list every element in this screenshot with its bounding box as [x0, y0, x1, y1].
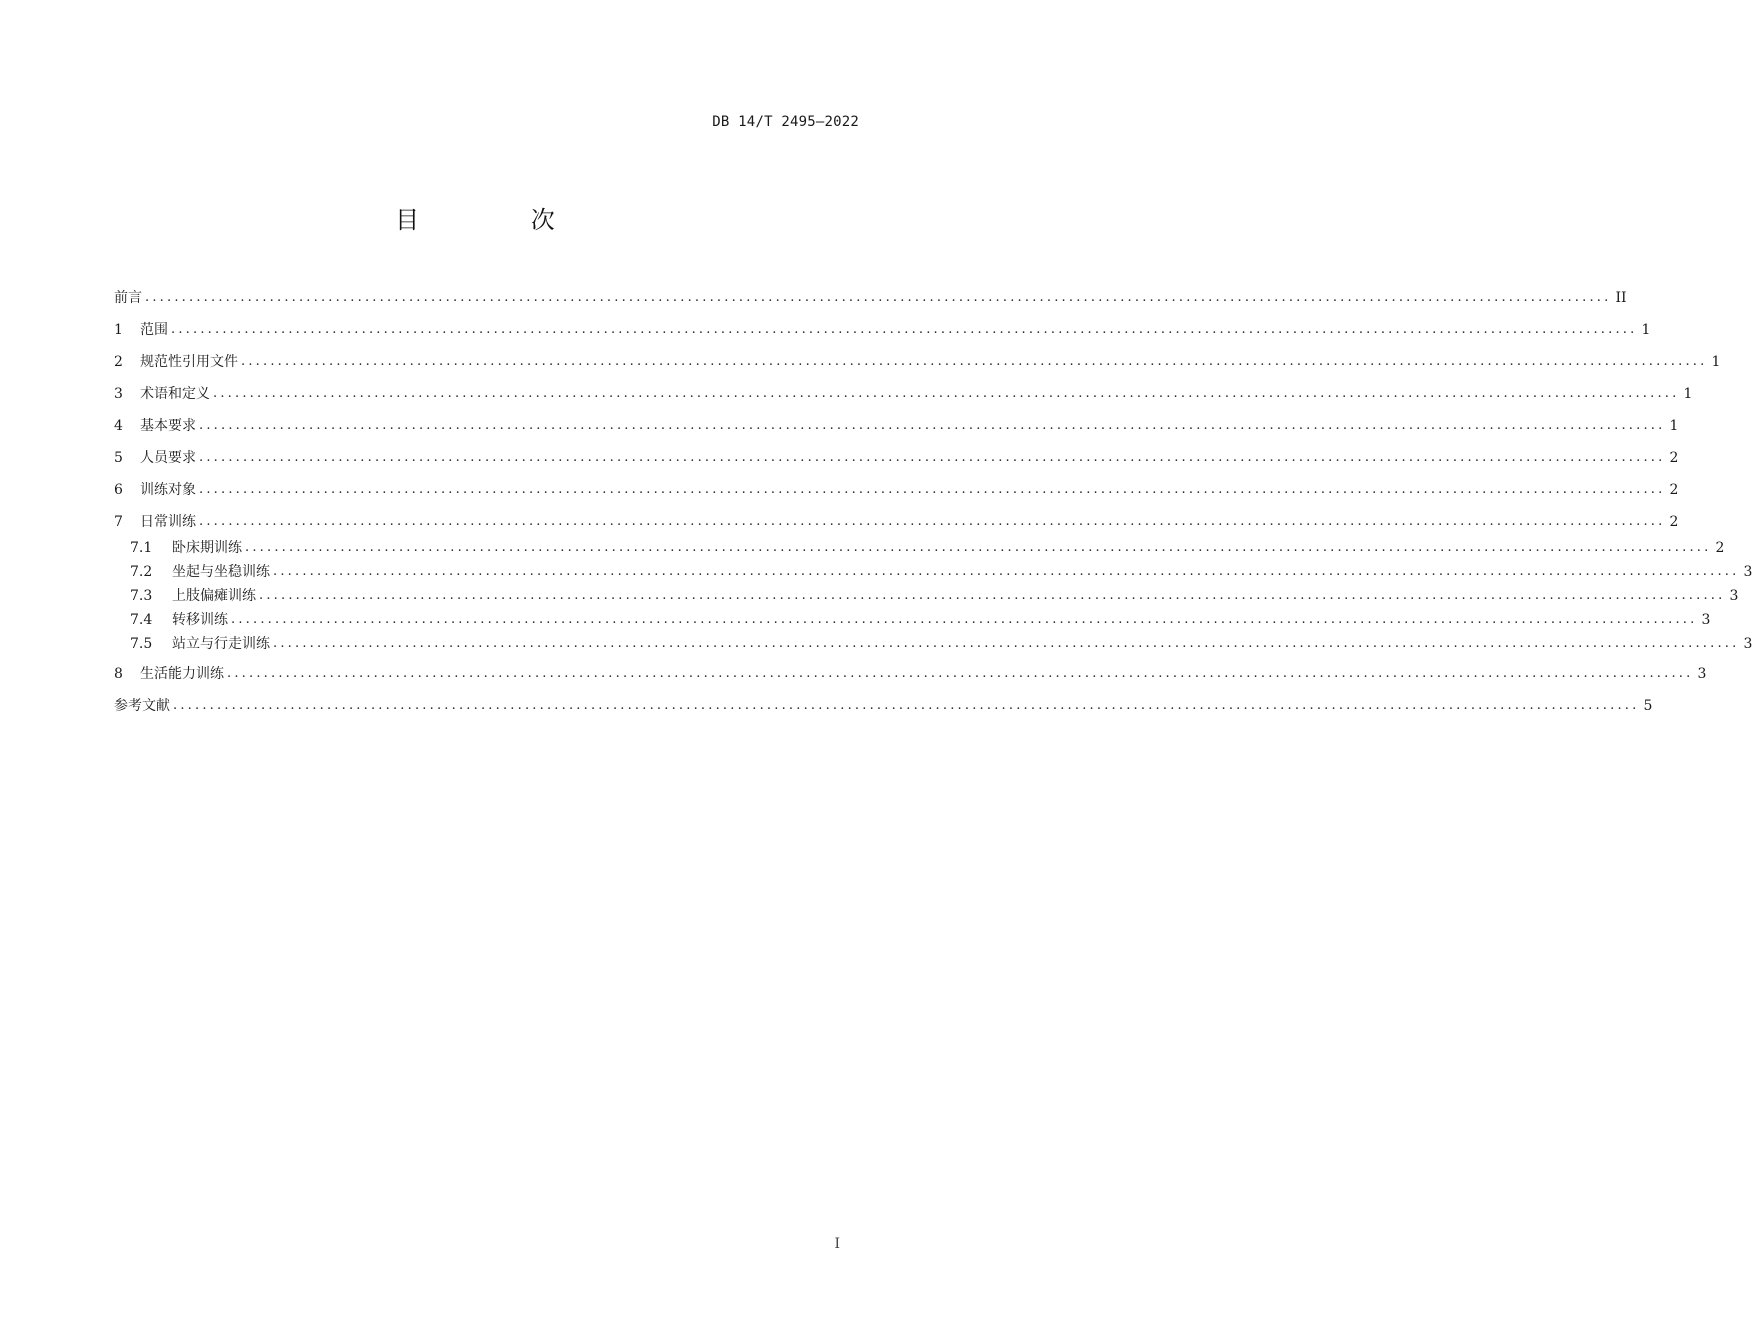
toc-entry-upper-limb-training[interactable]	[130, 582, 1739, 606]
toc-entry-normative-references[interactable]	[114, 348, 1721, 372]
toc-entry-title: 训练对象	[140, 482, 196, 498]
toc-entry-title: 范围	[140, 322, 168, 338]
toc-entry-page: 3	[1743, 564, 1752, 580]
toc-entry-page: 1	[1683, 386, 1693, 402]
toc-entry-number: 7	[114, 514, 123, 530]
toc-entry-page: 2	[1715, 540, 1725, 556]
toc-entry-page: 3	[1701, 612, 1711, 628]
toc-entry-number: 7.2	[130, 564, 153, 580]
toc-entry-number: 3	[114, 386, 123, 402]
toc-entry-title: 日常训练	[140, 514, 196, 530]
toc-entry-number: 7.3	[130, 588, 153, 604]
toc-entry-page: 3	[1743, 636, 1752, 652]
toc-leader-dots: ........................................................................................................................................................................................................	[231, 612, 1698, 627]
toc-entry-title: 规范性引用文件	[140, 354, 238, 370]
toc-entry-title: 基本要求	[140, 418, 196, 434]
toc-leader-dots: ........................................................................................................................................................................................................	[273, 636, 1740, 651]
toc-entry-page: 1	[1641, 322, 1651, 338]
toc-entry-sitting-training[interactable]	[130, 558, 1752, 582]
toc-entry-page: II	[1615, 290, 1627, 306]
toc-entry-title: 上肢偏瘫训练	[172, 588, 256, 604]
toc-entry-daily-living-training[interactable]	[114, 660, 1707, 684]
toc-entry-page: 2	[1669, 450, 1679, 466]
toc-leader-dots: ........................................................................................................................................................................................................	[199, 450, 1666, 465]
toc-entry-title: 人员要求	[140, 450, 196, 466]
toc-entry-number: 4	[114, 418, 123, 434]
toc-entry-daily-training[interactable]	[114, 508, 1679, 532]
toc-entry-terms-definitions[interactable]	[114, 380, 1693, 404]
toc-leader-dots: ........................................................................................................................................................................................................	[213, 386, 1680, 401]
toc-entry-page: 5	[1643, 698, 1653, 714]
toc-entry-number: 6	[114, 482, 123, 498]
toc-leader-dots: ........................................................................................................................................................................................................	[145, 290, 1612, 305]
toc-entry-title: 卧床期训练	[172, 540, 242, 556]
toc-entry-number: 7.4	[130, 612, 153, 628]
toc-entry-standing-walking-training[interactable]	[130, 630, 1752, 654]
toc-entry-number: 5	[114, 450, 123, 466]
toc-entry-scope[interactable]	[114, 316, 1651, 340]
toc-leader-dots: ........................................................................................................................................................................................................	[241, 354, 1708, 369]
toc-leader-dots: ........................................................................................................................................................................................................	[259, 588, 1726, 603]
toc-entry-title: 生活能力训练	[140, 666, 224, 682]
toc-leader-dots: ........................................................................................................................................................................................................	[199, 514, 1666, 529]
toc-entry-title: 参考文献	[114, 698, 170, 714]
toc-leader-dots: ........................................................................................................................................................................................................	[199, 482, 1666, 497]
toc-entry-title: 转移训练	[172, 612, 228, 628]
toc-entry-number: 7.1	[130, 540, 153, 556]
toc-leader-dots: ........................................................................................................................................................................................................	[227, 666, 1694, 681]
toc-entry-page: 2	[1669, 482, 1679, 498]
toc-leader-dots: ........................................................................................................................................................................................................	[199, 418, 1666, 433]
toc-entry-foreword[interactable]	[114, 284, 1627, 308]
toc-leader-dots: ........................................................................................................................................................................................................	[245, 540, 1712, 555]
toc-entry-page: 1	[1669, 418, 1679, 434]
toc-entry-title: 术语和定义	[140, 386, 210, 402]
toc-entry-page: 1	[1711, 354, 1721, 370]
toc-leader-dots: ........................................................................................................................................................................................................	[173, 698, 1640, 713]
toc-leader-dots: ........................................................................................................................................................................................................	[171, 322, 1638, 337]
toc-entry-bibliography[interactable]	[114, 692, 1653, 716]
toc-entry-title: 前言	[114, 290, 142, 306]
toc-entry-training-subjects[interactable]	[114, 476, 1679, 500]
toc-entry-number: 1	[114, 322, 123, 338]
toc-entry-basic-requirements[interactable]	[114, 412, 1679, 436]
toc-leader-dots: ........................................................................................................................................................................................................	[273, 564, 1740, 579]
document-code: DB 14/T 2495—2022	[712, 114, 859, 130]
toc-entry-number: 2	[114, 354, 123, 370]
toc-title: 目 次	[395, 206, 607, 234]
toc-entry-page: 3	[1729, 588, 1739, 604]
toc-entry-page: 3	[1697, 666, 1707, 682]
toc-entry-title: 坐起与坐稳训练	[172, 564, 270, 580]
toc-entry-bedridden-training[interactable]	[130, 534, 1725, 558]
toc-entry-page: 2	[1669, 514, 1679, 530]
toc-entry-title: 站立与行走训练	[172, 636, 270, 652]
toc-entry-number: 7.5	[130, 636, 153, 652]
page-number: I	[834, 1236, 840, 1252]
toc-entry-number: 8	[114, 666, 123, 682]
toc-entry-transfer-training[interactable]	[130, 606, 1711, 630]
toc-entry-personnel-requirements[interactable]	[114, 444, 1679, 468]
